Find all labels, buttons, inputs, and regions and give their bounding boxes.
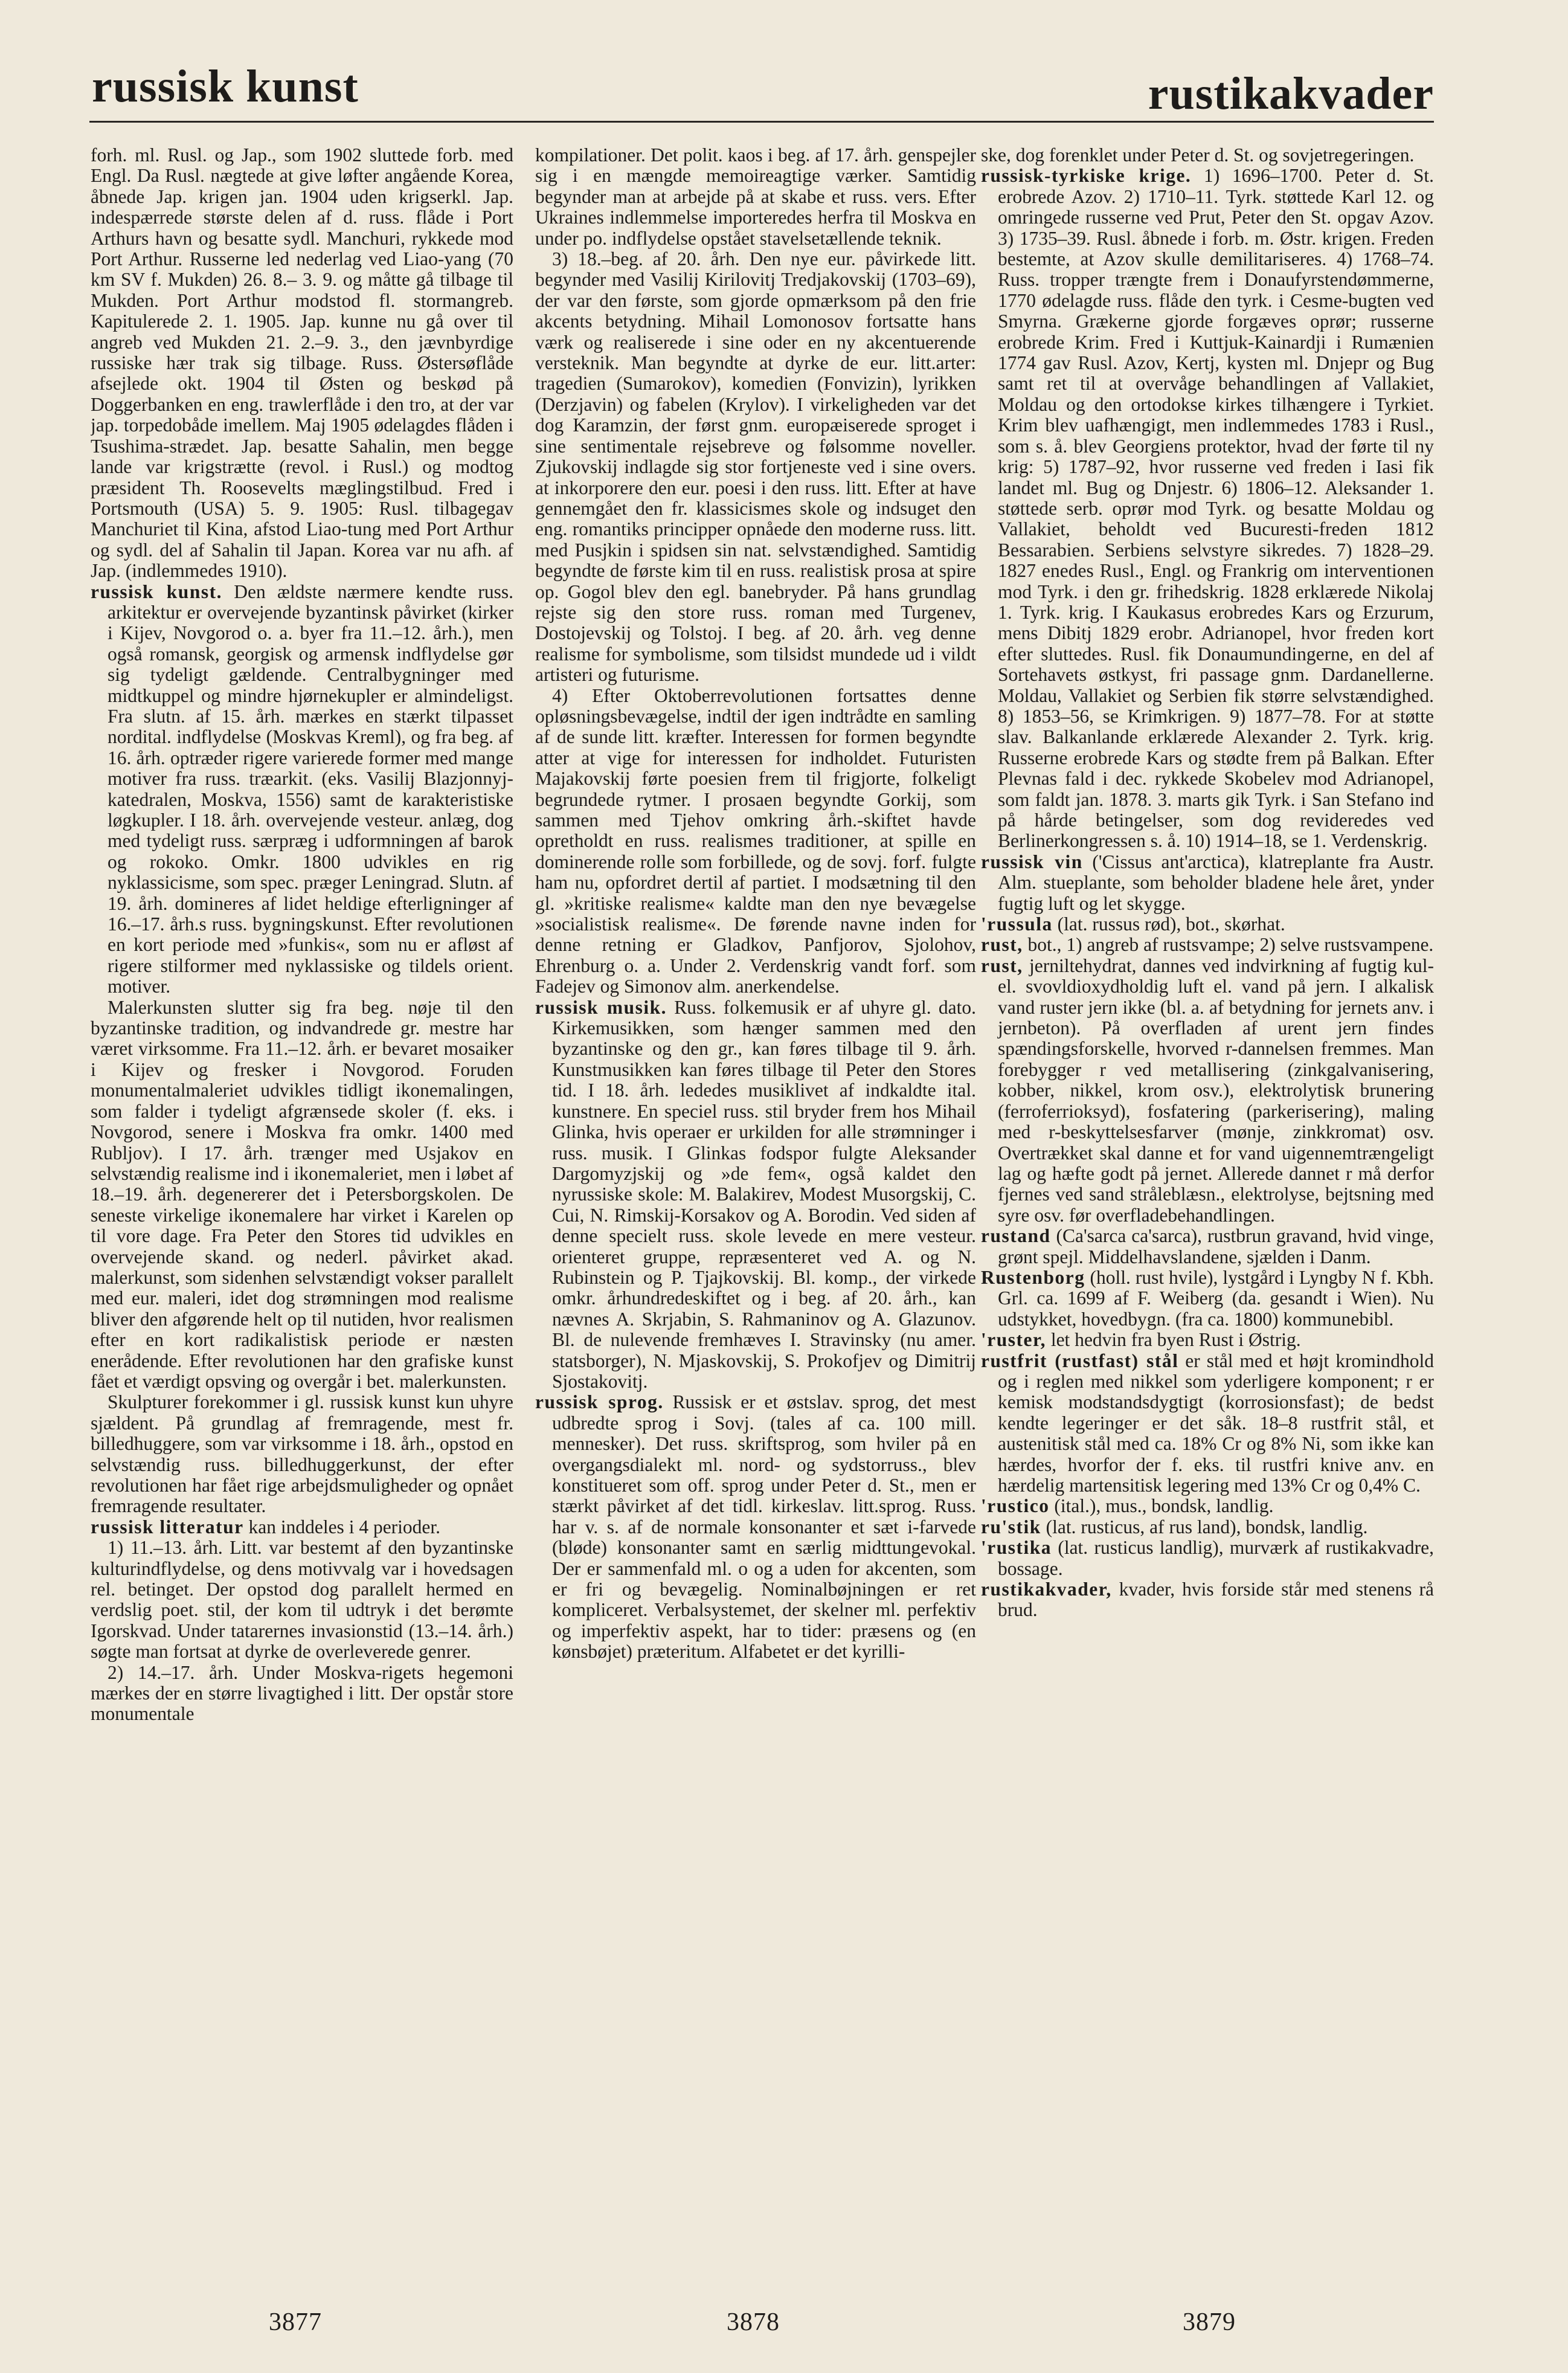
- dictionary-entry: [981, 1330, 1434, 1350]
- entry-headword: russisk litteratur: [91, 1516, 244, 1537]
- entry-headword: 'ruster,: [981, 1329, 1046, 1351]
- entry-text: ske, dog forenklet under Peter d. St. og sovjetregeringen.: [981, 145, 1415, 166]
- entry-headword: rust,: [981, 934, 1023, 956]
- dictionary-entry: [91, 582, 513, 997]
- header-right-guideword: rustikakvader: [1148, 68, 1434, 119]
- entry-headword: rust,: [981, 955, 1023, 976]
- page-number-center: 3878: [727, 2308, 780, 2336]
- dictionary-entry: [981, 852, 1434, 914]
- entry-text: kan inddeles i 4 perioder.: [243, 1516, 441, 1537]
- dictionary-entry: [981, 914, 1434, 935]
- dictionary-entry: [981, 1537, 1434, 1579]
- entry-text: forh. ml. Rusl. og Jap., som 1902 sluttede forb. med Engl. Da Rusl. nægtede at give løfter angående Korea, åbnede Jap. krigen jan. 1904 uden krigserkl. Jap. indespærrede største delen af d. russ. flåde i Port Arthurs havn og besatte sydl. Manchuri, rykkede mod Port Arthur. Russerne led nederlag ved Liao-yang (70 km SV f. Mukden) 26. 8.– 3. 9. og måtte gå tilbage til Mukden. Port Arthur modstod fl. stormangreb. Kapitulerede 2. 1. 1905. Jap. kunne nu gå over til angreb ved Mukden 21. 2.–9. 3., den jævnbyrdige russiske hær trak sig tilbage. Russ. Østersøflåde afsejlede okt. 1904 til Østen og beskød på Doggerbanken en eng. trawlerflåde i den tro, at der var jap. torpedobåde imellem. Maj 1905 ødelagdes flåden i Tsushima-strædet. Jap. besatte Sahalin, men begge lande var krigstrætte (revol. i Rusl.) og modtog præsident Th. Roosevelts mæglingstilbud. Fred i Portsmouth (USA) 5. 9. 1905: Rusl. tilbagegav Manchuriet til Kina, afstod Liao-tung med Port Arthur og sydl. del af Sahalin til Japan. Korea var nu afh. af Jap. (indlemmedes 1910).: [91, 145, 513, 582]
- entry-paragraph: [535, 145, 976, 249]
- entry-text: (lat. rusticus, af rus land), bondsk, landlig.: [1041, 1516, 1368, 1537]
- entry-text: er stål med et højt kromindhold og i reglen med nikkel som yderligere komponent; r er kemisk modstandsdygtigt (korrosionsfast); de bedst kendte legeringer er det såk. 18–8 rustfrit stål, et austenitisk stål med ca. 18% Cr og 8% Ni, som ikke kan hærdes, hvorfor der f. eks. til rustfri knive anv. en hærdelig martensitisk legering med 13% Cr og 0,4% C.: [998, 1350, 1434, 1496]
- entry-headword: Rustenborg: [981, 1266, 1085, 1288]
- entry-text: (lat. rusticus landlig), murværk af rustikakvadre, bossage.: [998, 1537, 1434, 1579]
- entry-text: Skulpturer forekommer i gl. russisk kunst kun uhyre sjældent. På grundlag af fremragende, mest fr. billedhuggere, som var virksomme i 18. årh., opstod en selvstændig russ. billedhuggerkunst, der efter revolutionen har fået rige arbejdsmuligheder og opnået fremragende resultater.: [91, 1391, 513, 1517]
- dictionary-entry: [981, 956, 1434, 1226]
- entry-paragraph: [535, 249, 976, 686]
- entry-text: jerniltehydrat, dannes ved indvirkning af fugtig kul- el. svovldioxydholdig luft el. vand på jern. I alkalisk vand ruster jern ikke (bl. a. af betydning for jernets anv. i jernbeton). På overfladen af urent jern findes spændingsforskelle, hvorved r-dannelsen fremmes. Man forebygger r ved metallisering (zinkgalvanisering, kobber, nikkel, krom osv.), elektrolytisk brunering (ferroferrioksyd), fosfatering (parkerisering), maling med r-beskyttelsesfarver (mønje, zinkkromat) osv. Overtrækket skal danne et for vand uigennemtrængeligt lag og hæfte godt på jernet. Allerede dannet r må derfor fjernes ved sand strålеblæsn., elektrolyse, bejtsning med syre osv. før overfladebehandlingen.: [998, 955, 1434, 1226]
- entry-headword: rustfrit (rustfast) stål: [981, 1350, 1179, 1371]
- entry-text: 1) 1696–1700. Peter d. St. erobrede Azov. 2) 1710–11. Tyrk. støttede Karl 12. og omringede russerne ved Prut, Peter den St. opgav Azov. 3) 1735–39. Rusl. åbnede i forb. m. Østr. krigen. Freden bestemte, at Azov skulle demilitariseres. 4) 1768–74. Russ. tropper trængte frem i Donaufyrstendømmerne, 1770 ødelagde russ. flåde den tyrk. i Cesme-bugten ved Smyrna. Grækerne gjorde forgæves oprør; russerne erobrede Krim. Fred i Kuttjuk-Kainardji i Rumænien 1774 gav Rusl. Azov, Kertj, kysten ml. Dnjepr og Bug samt ret til at overvåge behandlingen af Vallakiet, Moldau og den ortodokse kirkes tilhængere i Tyrkiet. Krim blev uafhængigt, men indlemmedes 1783 i Rusl., som s. å. blev Georgiens protektor, hvad der førte til ny krig: 5) 1787–92, hvor russerne ved freden i Iasi fik landet ml. Bug og Dnjestr. 6) 1806–12. Aleksander 1. støttede serb. oprør mod Tyrk. og besatte Moldau og Vallakiet, beholdt ved Bucuresti-freden 1812 Bessarabien. Serbiens selvstyre sikredes. 7) 1828–29. 1827 enedes Rusl., Engl. og Frankrig om interventionen mod Tyrk. i den gr. frihedskrig. 1828 erklærede Nikolaj 1. Tyrk. krig. I Kaukasus erobredes Kars og Erzurum, mens Dibitj 1829 erobr. Adrianopel, hvor freden kort efter sluttedes. Rusl. fik Donaumundingerne, en del af Sortehavets østkyst, fri passage gnm. Dardanellerne. Moldau, Vallakiet og Serbien fik større selvstændighed. 8) 1853–56, se Krimkrigen. 9) 1877–78. For at støtte slav. Balkanlande erklærede Alexander 2. Tyrk. krig. Russerne erobrede Kars og stødte frem på Balkan. Efter Plevnas fald i dec. rykkede Skobelev mod Adrianopel, som faldt jan. 1878. 3. marts gik Tyrk. i San Stefano ind på hårde betingelser, som dog revideredes ved Berlinerkongressen s. å. 10) 1914–18, se 1. Verdenskrig.: [998, 165, 1434, 852]
- entry-text: (ital.), mus., bondsk, landlig.: [1049, 1495, 1274, 1517]
- entry-headword: russisk musik.: [535, 996, 667, 1018]
- dictionary-entry: [981, 1351, 1434, 1496]
- dictionary-entry: [981, 166, 1434, 851]
- column-3: [981, 145, 1434, 2247]
- column-1: [91, 145, 513, 2247]
- entry-text: bot., 1) angreb af rustsvampe; 2) selve rustsvampene.: [1023, 934, 1434, 956]
- entry-text: kvader, hvis forside står med stenens rå brud.: [998, 1579, 1434, 1621]
- entry-text: (Ca'sarca ca'sarca), rustbrun gravand, hvid vinge, grønt spejl. Middelhavslandene, sjælden i Danm.: [998, 1225, 1434, 1267]
- entry-paragraph: [91, 1663, 513, 1725]
- entry-paragraph: [91, 145, 513, 582]
- dictionary-entry: [91, 1517, 513, 1537]
- dictionary-entry: [535, 997, 976, 1393]
- entry-paragraph: [91, 1392, 513, 1516]
- dictionary-entry: [981, 1226, 1434, 1267]
- entry-text: let hedvin fra byen Rust i Østrig.: [1046, 1329, 1301, 1351]
- entry-text: 3) 18.–beg. af 20. årh. Den nye eur. påvirkede litt. begynder med Vasilij Kirilovitj Tredjakovskij (1703–69), der var den første, som gjorde opmærksom på den frie akcents betydning. Mihail Lomonosov fortsatte hans værk og realiserede i sine oder en ny akcentuerende versteknik. Man begyndte at dyrke de eur. litt.arter: tragedien (Sumarokov), komedien (Fonvizin), lyrikken (Derzjavin) og fabelen (Krylov). I virkeligheden var det dog Karamzin, der først gnm. europæiserede sproget i sine sentimentale rejsebreve og følsomme noveller. Zjukovskij indlagde sig stor fortjeneste ved i sine overs. at inkorporere den eur. poesi i den russ. litt. Efter at have gennemgået den fr. klassicismes skole og indsuget den eng. romantiks principper opnåede den moderne russ. litt. med Pusjkin i spidsen sin nat. selvstændighed. Samtidig begyndte de første kim til en russ. realistisk prosa at spire op. Gogol blev den egl. banebryder. På hans grundlag rejste sig den store russ. roman med Turgenev, Dostojevskij og Tolstoj. I beg. af 20. årh. veg denne realisme for symbolisme, som tilsidst mundede ud i vildt artisteri og futurisme.: [535, 248, 976, 686]
- entry-headword: rustand: [981, 1225, 1051, 1247]
- dictionary-entry: [981, 1267, 1434, 1330]
- entry-text: Malerkunsten slutter sig fra beg. nøje til den byzantinske tradition, og indvandrede gr. mestre har været virksomme. Fra 11.–12. årh. er bevaret mosaiker i Kijev og fresker i Novgorod. Foruden monumentalmaleriet udvikles tidligt ikonemalingen, som falder i tydeligt afgrænsede skoler (f. eks. i Novgorod, senere i Moskva fra omkr. 1400 med Rubljov). I 17. årh. trænger med Usjakov en selvstændig realisme ind i ikonemaleriet, men i løbet af 18.–19. årh. degenererer det i Petersborgskolen. De seneste virkelige ikonemalere har virket i Karelen op til vore dage. Fra Peter den Stores tid udvikles en overvejende skand. og nederl. påvirket akad. malerkunst, som sidenhen selvstændigt vokser parallelt med eur. maleri, idet dog strømningen mod realisme bliver den afgørende helt op til nutiden, hvor realismen efter en kort radikalistisk periode er næsten enerådende. Efter revolutionen har den grafiske kunst fået et værdigt opsving og overgår i bet. malerkunsten.: [91, 996, 513, 1392]
- dictionary-entry: [981, 1496, 1434, 1516]
- entry-headword: russisk-tyrkiske krige.: [981, 165, 1192, 187]
- entry-text: (holl. rust hvile), lystgård i Lyngby N f. Kbh. Grl. ca. 1699 af F. Weiberg (da. gesandt i Wien). Nu udstykket, hovedbygn. (fra ca. 1800) kommunebibl.: [998, 1266, 1434, 1330]
- dictionary-entry: [535, 1392, 976, 1662]
- entry-text: ('Cissus ant'arctica), klatreplante fra Austr. Alm. stueplante, som beholder bladene hele året, ynder fugtig luft og let skygge.: [998, 851, 1434, 914]
- entry-text: 1) 11.–13. årh. Litt. var bestemt af den byzantinske kulturindflydelse, og dens motivvalg var i hovedsagen rel. betinget. Der opstod dog parallelt hermed en verdslig poet. stil, der kom til udtryk i det berømte Igorskvad. Under tatarernes invasionstid (13.–14. årh.) søgte man fortsat at dyrke de overleverede genrer.: [91, 1537, 513, 1663]
- column-2: [535, 145, 976, 2247]
- entry-text: 2) 14.–17. årh. Under Moskva-rigets hegemoni mærkes der en større livagtighed i litt. Der opstår store monumentale: [91, 1661, 513, 1725]
- page-number-left: 3877: [269, 2308, 322, 2336]
- entry-headword: 'rustika: [981, 1537, 1052, 1559]
- entry-paragraph: [535, 686, 976, 997]
- dictionary-entry: [981, 1517, 1434, 1537]
- dictionary-entry: [981, 1579, 1434, 1621]
- page-number-right: 3879: [1183, 2308, 1236, 2336]
- entry-headword: rustikakvader,: [981, 1579, 1112, 1600]
- entry-text: kompilationer. Det polit. kaos i beg. af 17. årh. genspejler sig i en mængde memoireagtige værker. Samtidig begynder man at arbejde på at skabe et russ. vers. Efter Ukraines indlemmelse importeredes herfra til Moskva en under po. indflydelse opstået stavelsetællende teknik.: [535, 145, 976, 249]
- header-left-guideword: russisk kunst: [92, 61, 359, 112]
- header-rule: [89, 121, 1434, 123]
- entry-text: Den ældste nærmere kendte russ. arkitektur er overvejende byzantinsk påvirket (kirker i Kijev, Novgorod o. a. byer fra 11.–12. årh.), men også romansk, georgisk og armensk indflydelse gør sig tydeligt gældende. Centralbygninger med midtkuppel og mindre hjørnekupler er almindeligst. Fra slutn. af 15. årh. mærkes en stærkt tilpasset nordital. indflydelse (Moskvas Kreml), og fra beg. af 16. årh. optræder rigere varierede former med mange motiver fra russ. træarkit. (eks. Vasilij Blazjonnyj-katedralen, Moskva, 1556) samt de karakteristiske løgkupler. I 18. årh. overvejende vesteur. anlæg, dog med tydeligt russ. særpræg i udformningen af barok og rokoko. Omkr. 1800 udvikles en rig nyklassicisme, som spec. præger Leningrad. Slutn. af 19. årh. domineres af lidet heldige efterligninger af 16.–17. årh.s russ. bygningskunst. Efter revolutionen en kort periode med »funkis«, som nu er afløst af rigere stilformer med nyklassiske og tildels orient. motiver.: [108, 581, 513, 997]
- entry-paragraph: [91, 1537, 513, 1662]
- entry-paragraph: [981, 145, 1434, 166]
- entry-headword: russisk kunst.: [91, 581, 222, 602]
- dictionary-entry: [981, 935, 1434, 955]
- entry-headword: russisk vin: [981, 851, 1083, 872]
- entry-headword: 'rustico: [981, 1495, 1050, 1517]
- entry-headword: 'russula: [981, 913, 1053, 935]
- entry-text: Russisk er et østslav. sprog, det mest udbredte sprog i Sovj. (tales af ca. 100 mill. mennesker). Det russ. skriftsprog, som hviler på en overgangsdialekt ml. nord- og sydstorruss., blev konstitueret som off. sprog under Peter d. St., men er stærkt påvirket af det tidl. kirkeslav. litt.sprog. Russ. har v. s. af de normale konsonanter et sæt i-farvede (bløde) konsonanter samt en særlig midttungevokal. Der er sammenfald ml. o og a uden for akcenten, som er fri og bevægelig. Nominalbøjningen er ret kompliceret. Verbalsystemet, der skelner ml. perfektiv og imperfektiv aspekt, har to tider: præsens og (en kønsbøjet) præteritum. Alfabetet er det kyrilli-: [552, 1391, 976, 1663]
- entry-text: Russ. folkemusik er af uhyre gl. dato. Kirkemusikken, som hænger sammen med den byzantinske og den gr., kan føres tilbage til 9. årh. Kunstmusikken kan føres tilbage til Peter den Stores tid. I 18. årh. lededes musiklivet af indkaldte ital. kunstnere. En speciel russ. stil bryder frem hos Mihail Glinka, hvis operaer er urkilden for alle strømninger i russ. musik. I Glinkas fodspor fulgte Aleksander Dargomyzjskij og »de fem«, også kaldet den nyrussiske skole: M. Balakirev, Modest Musorgskij, C. Cui, N. Rimskij-Korsakov og A. Borodin. Ved siden af denne specielt russ. skole levede en mere vesteur. orienteret gruppe, repræsenteret ved A. og N. Rubinstein og P. Tjajkovskij. Bl. komp., der virkede omkr. århundredeskiftet og i beg. af 20. årh., kan nævnes A. Skrjabin, S. Rahmaninov og A. Glazunov. Bl. de nulevende fremhæves I. Stravinsky (nu amer. statsborger), N. Mjaskovskij, S. Prokofjev og Dimitrij Sjostakovitj.: [552, 996, 976, 1392]
- entry-headword: ru'stik: [981, 1516, 1041, 1537]
- entry-paragraph: [91, 997, 513, 1393]
- entry-headword: russisk sprog.: [535, 1391, 664, 1413]
- entry-text: (lat. russus rød), bot., skørhat.: [1052, 913, 1285, 935]
- entry-text: 4) Efter Oktoberrevolutionen fortsattes denne opløsningsbevægelse, indtil der igen indtrådte en samling af de sunde litt. kræfter. Interessen for formen begyndte atter at vige for interessen for indholdet. Futuristen Majakovskij førte poesien frem til frigjorte, folkeligt begrundede rytmer. I prosaen begyndte Gorkij, som sammen med Tjehov omkring årh.-skiftet havde opretholdt en russ. realismes traditioner, at spille en dominerende rolle som forbillede, og de sovj. forf. fulgte ham nu, opfordret dertil af partiet. I modsætning til den gl. »kritiske realisme« kaldte man den nye bevægelse »socialistisk realisme«. De førende navne inden for denne retning er Gladkov, Panfjorov, Sjolohov, Ehrenburg o. a. Under 2. Verdenskrig vandt forf. som Fadejev og Simonov alm. anerkendelse.: [535, 684, 976, 997]
